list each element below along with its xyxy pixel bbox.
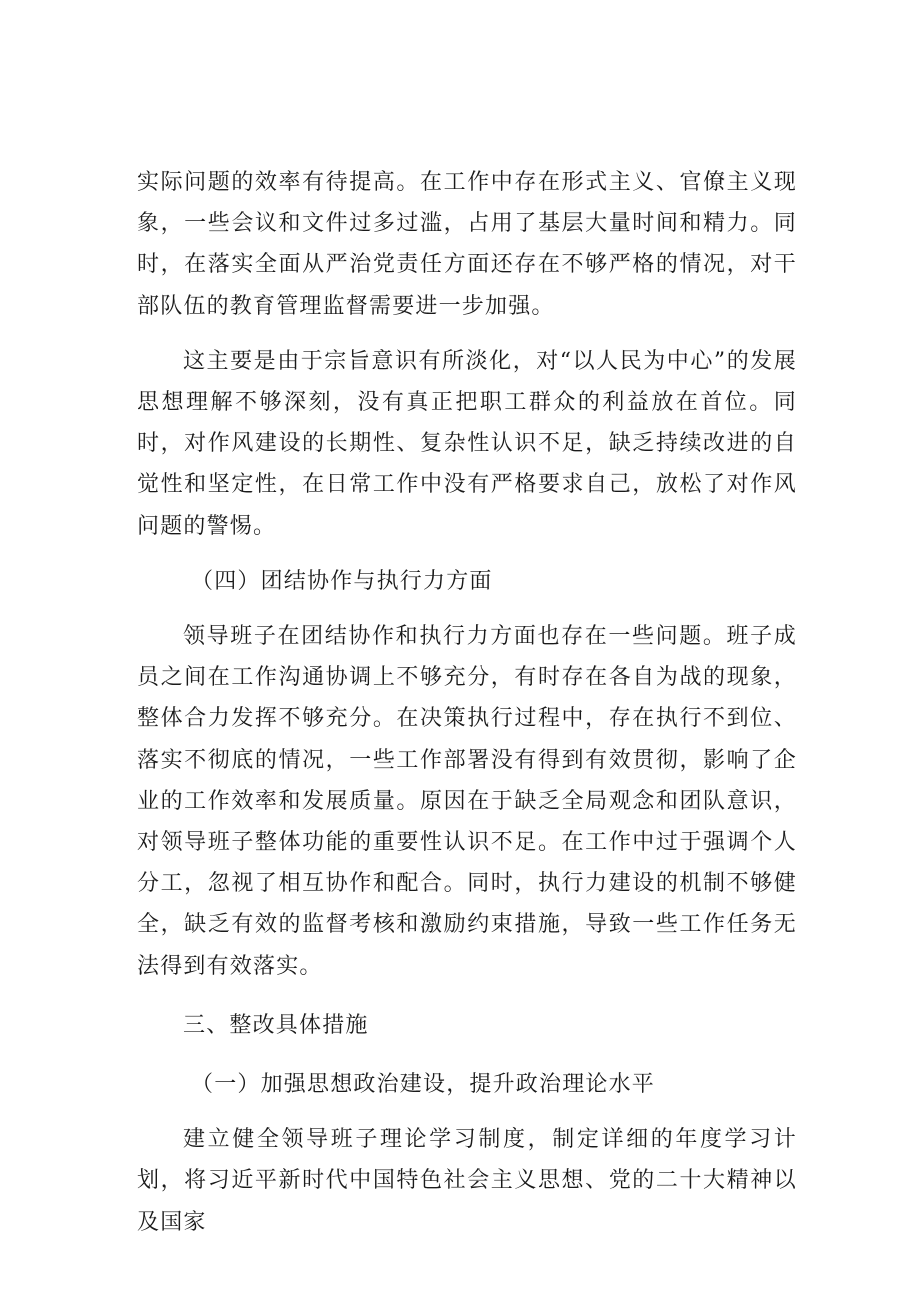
paragraph-study-system: 建立健全领导班子理论学习制度，制定详细的年度学习计划，将习近平新时代中国特色社会主义思想、党的二十大精神以及国家	[137, 1127, 797, 1235]
section-heading-rectification-measures: 三、整改具体措施	[183, 1012, 369, 1038]
document-body	[137, 162, 797, 1243]
paragraph-teamwork-execution: 领导班子在团结协作和执行力方面也存在一些问题。班子成员之间在工作沟通协调上不够充分，有时存在各自为战的现象，整体合力发挥不够充分。在决策执行过程中，存在执行不到位、落实不彻底的情况，一些工作部署没有得到有效贯彻，影响了企业的工作效率和发展质量。原因在于缺乏全局观念和团队意识，对领导班子整体功能的重要性认识不足。在工作中过于强调个人分工，忽视了相互协作和配合。同时，执行力建设的机制不够健全，缺乏有效的监督考核和激励约束措施，导致一些工作任务无法得到有效落实。	[137, 624, 797, 979]
subheading-political-building: （一）加强思想政治建设，提升政治理论水平	[191, 1072, 656, 1098]
subheading-teamwork-execution: （四）团结协作与执行力方面	[191, 568, 493, 594]
paragraph-cause-analysis: 这主要是由于宗旨意识有所淡化，对“以人民为中心”的发展思想理解不够深刻，没有真正把职工群众的利益放在首位。同时，对作风建设的长期性、复杂性认识不足，缺乏持续改进的自觉性和坚定性，在日常工作中没有严格要求自己，放松了对作风问题的警惕。	[137, 348, 797, 539]
paragraph-continued: 实际问题的效率有待提高。在工作中存在形式主义、官僚主义现象，一些会议和文件过多过滥，占用了基层大量时间和精力。同时，在落实全面从严治党责任方面还存在不够严格的情况，对干部队伍的教育管理监督需要进一步加强。	[137, 170, 797, 319]
